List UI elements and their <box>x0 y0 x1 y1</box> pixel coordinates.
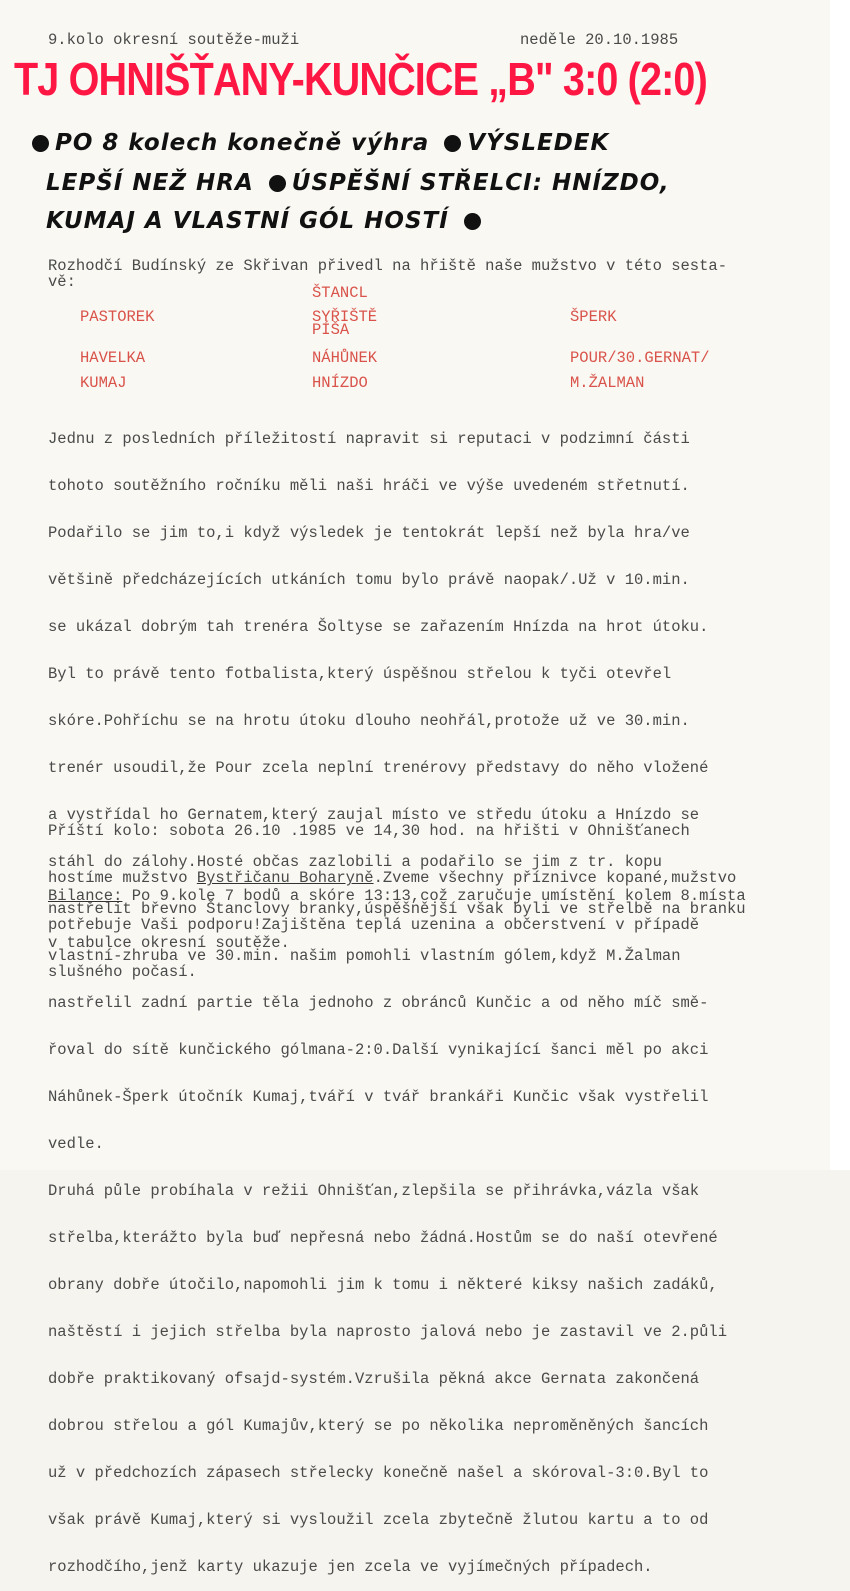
bullet-dot <box>444 135 461 152</box>
report-line: už v předchozích zápasech střelecky konečně našel a skóroval-3:0.Byl to <box>48 1463 709 1482</box>
report-line: nastřelit břevno Štanclovy branky,úspěšnější však byli ve střelbě na branku <box>48 900 746 918</box>
header-date: neděle 20.10.1985 <box>520 31 679 49</box>
handwritten-line-3 <box>46 208 487 234</box>
handwritten-win: PO 8 kolech konečně výhra <box>55 130 430 156</box>
handwritten-line-2 <box>46 170 670 196</box>
report-line: řoval do sítě kunčického gólmana-2:0.Další vynikající šanci měl po akci <box>48 1040 709 1059</box>
bullet-dot <box>269 175 286 192</box>
report-line: se ukázal dobrým tah trenéra Šoltyse se zařazením Hnízda na hrot útoku. <box>48 618 709 637</box>
lineup-defense-1: PASTOREK <box>80 308 155 326</box>
lineup-attack-3: M.ŽALMAN <box>570 374 645 392</box>
report-line: a vystřídal ho Gernatem,který zaujal místo ve středu útoku a Hnízdo se <box>48 806 700 825</box>
report-line: však právě Kumaj,který si vysloužil zcela zbytečně žlutou kartu a to od <box>48 1510 709 1529</box>
report-line: tohoto soutěžního ročníku měli naši hráči ve výše uvedeném střetnutí. <box>48 477 690 496</box>
report-line: Podařilo se jim to,i když výsledek je tentokrát lepší než byla hra/ve <box>48 524 690 543</box>
report-line: dobrou střelou a gól Kumajův,který se po několika neproměněných šancích <box>48 1416 709 1435</box>
report-line: většině předcházejících utkáních tomu bylo právě naopak/.Už v 10.min. <box>48 571 690 590</box>
intro-line-2: vě: <box>48 273 76 291</box>
opponent-name: Bystřičanu Boharyně <box>196 869 374 888</box>
balance-summary <box>48 858 838 968</box>
handwritten-result: VÝSLEDEK <box>467 130 610 156</box>
lineup-defense-2: SYŘIŠTĚ <box>312 308 378 326</box>
intro-line-1: Rozhodčí Budínský ze Skřivan přivedl na hřiště naše mužstvo v této sesta- <box>48 257 728 275</box>
next-round-line-2: hostíme mužstvo Bystřičanu Boharyně.Zveme všechny příznivce kopané,mužstvo <box>48 869 737 888</box>
handwritten-line-1 <box>26 130 609 156</box>
report-line: nastřelil zadní partie těla jednoho z obránců Kunčic a od něho míč smě- <box>48 993 709 1012</box>
handwritten-better: LEPŠÍ NEŽ HRA <box>46 170 254 196</box>
report-line: stáhl do zálohy.Hosté občas zazlobili a podařilo se jim z tr. kopu <box>48 853 662 872</box>
balance-line-2: v tabulce okresní soutěže. <box>48 934 290 953</box>
report-line: obrany dobře útočilo,napomohli jim k tomu i některé kiksy našich zadáků, <box>48 1275 718 1294</box>
bullet-dot <box>32 135 49 152</box>
next-round-line-3: potřebuje Vaši podporu!Zajištěna teplá uzenina a občerstvení v případě <box>48 916 700 935</box>
report-line: rozhodčího,jenž karty ukazuje jen zcela ve vyjímečných případech. <box>48 1557 653 1576</box>
report-line: naštěstí i jejich střelba byla naprosto jalová nebo je zastavil ve 2.půli <box>48 1322 728 1341</box>
lineup-midfield-1: HAVELKA <box>80 349 146 367</box>
lineup-defense-extra: PÍŠA <box>312 321 350 339</box>
report-line: vedle. <box>48 1134 104 1153</box>
report-line: Náhůnek-Šperk útočník Kumaj,tváří v tvář brankáři Kunčic však vystřelil <box>48 1087 709 1106</box>
lineup-midfield-2: NÁHŮNEK <box>312 349 378 367</box>
balance-line-1: Bilance: Po 9.kole 7 bodů a skóre 13:13,což zaručuje umístění kolem 8.místa <box>48 887 746 906</box>
handwritten-scorers: ÚSPĚŠNÍ STŘELCI: HNÍZDO, <box>291 170 670 196</box>
lineup-goalkeeper: ŠTANCL <box>312 284 368 302</box>
balance-label: Bilance: <box>48 887 123 906</box>
bullet-dot <box>464 213 481 230</box>
lineup-defense-3: ŠPERK <box>570 308 617 326</box>
lineup-midfield-3: POUR/30.GERNAT/ <box>570 349 710 367</box>
lineup-attack-1: KUMAJ <box>80 374 127 392</box>
report-line: Druhá půle probíhala v režii Ohnišťan,zlepšila se přihrávka,vázla však <box>48 1181 700 1200</box>
lineup-attack-2: HNÍZDO <box>312 374 368 392</box>
match-title: TJ OHNIŠŤANY-KUNČICE „B" 3:0 (2:0) <box>14 53 707 105</box>
report-line: dobře praktikovaný ofsajd-systém.Vzrušila pěkná akce Gernata zakončená <box>48 1369 700 1388</box>
report-line: skóre.Pohříchu se na hrotu útoku dlouho neohřál,protože už ve 30.min. <box>48 712 690 731</box>
report-line: Byl to právě tento fotbalista,který úspěšnou střelou k tyči otevřel <box>48 665 672 684</box>
report-line: vlastní-zhruba ve 30.min. našim pomohli vlastním gólem,když M.Žalman <box>48 946 681 965</box>
report-line: trenér usoudil,že Pour zcela neplní trenérovy představy do něho vložené <box>48 759 709 778</box>
next-round-line-4: slušného počasí. <box>48 963 197 982</box>
report-line: střelba,kterážto byla buď nepřesná nebo žádná.Hostům se do naší otevřené <box>48 1228 718 1247</box>
handwritten-goals: KUMAJ A VLASTNÍ GÓL HOSTÍ <box>46 208 449 234</box>
header-round: 9.kolo okresní soutěže-muži <box>48 31 300 49</box>
next-round-line-1: Příští kolo: sobota 26.10 .1985 ve 14,30 hod. na hřišti v Ohnišťanech <box>48 822 690 841</box>
report-line: Jednu z posledních příležitostí napravit si reputaci v podzimní části <box>48 430 690 449</box>
